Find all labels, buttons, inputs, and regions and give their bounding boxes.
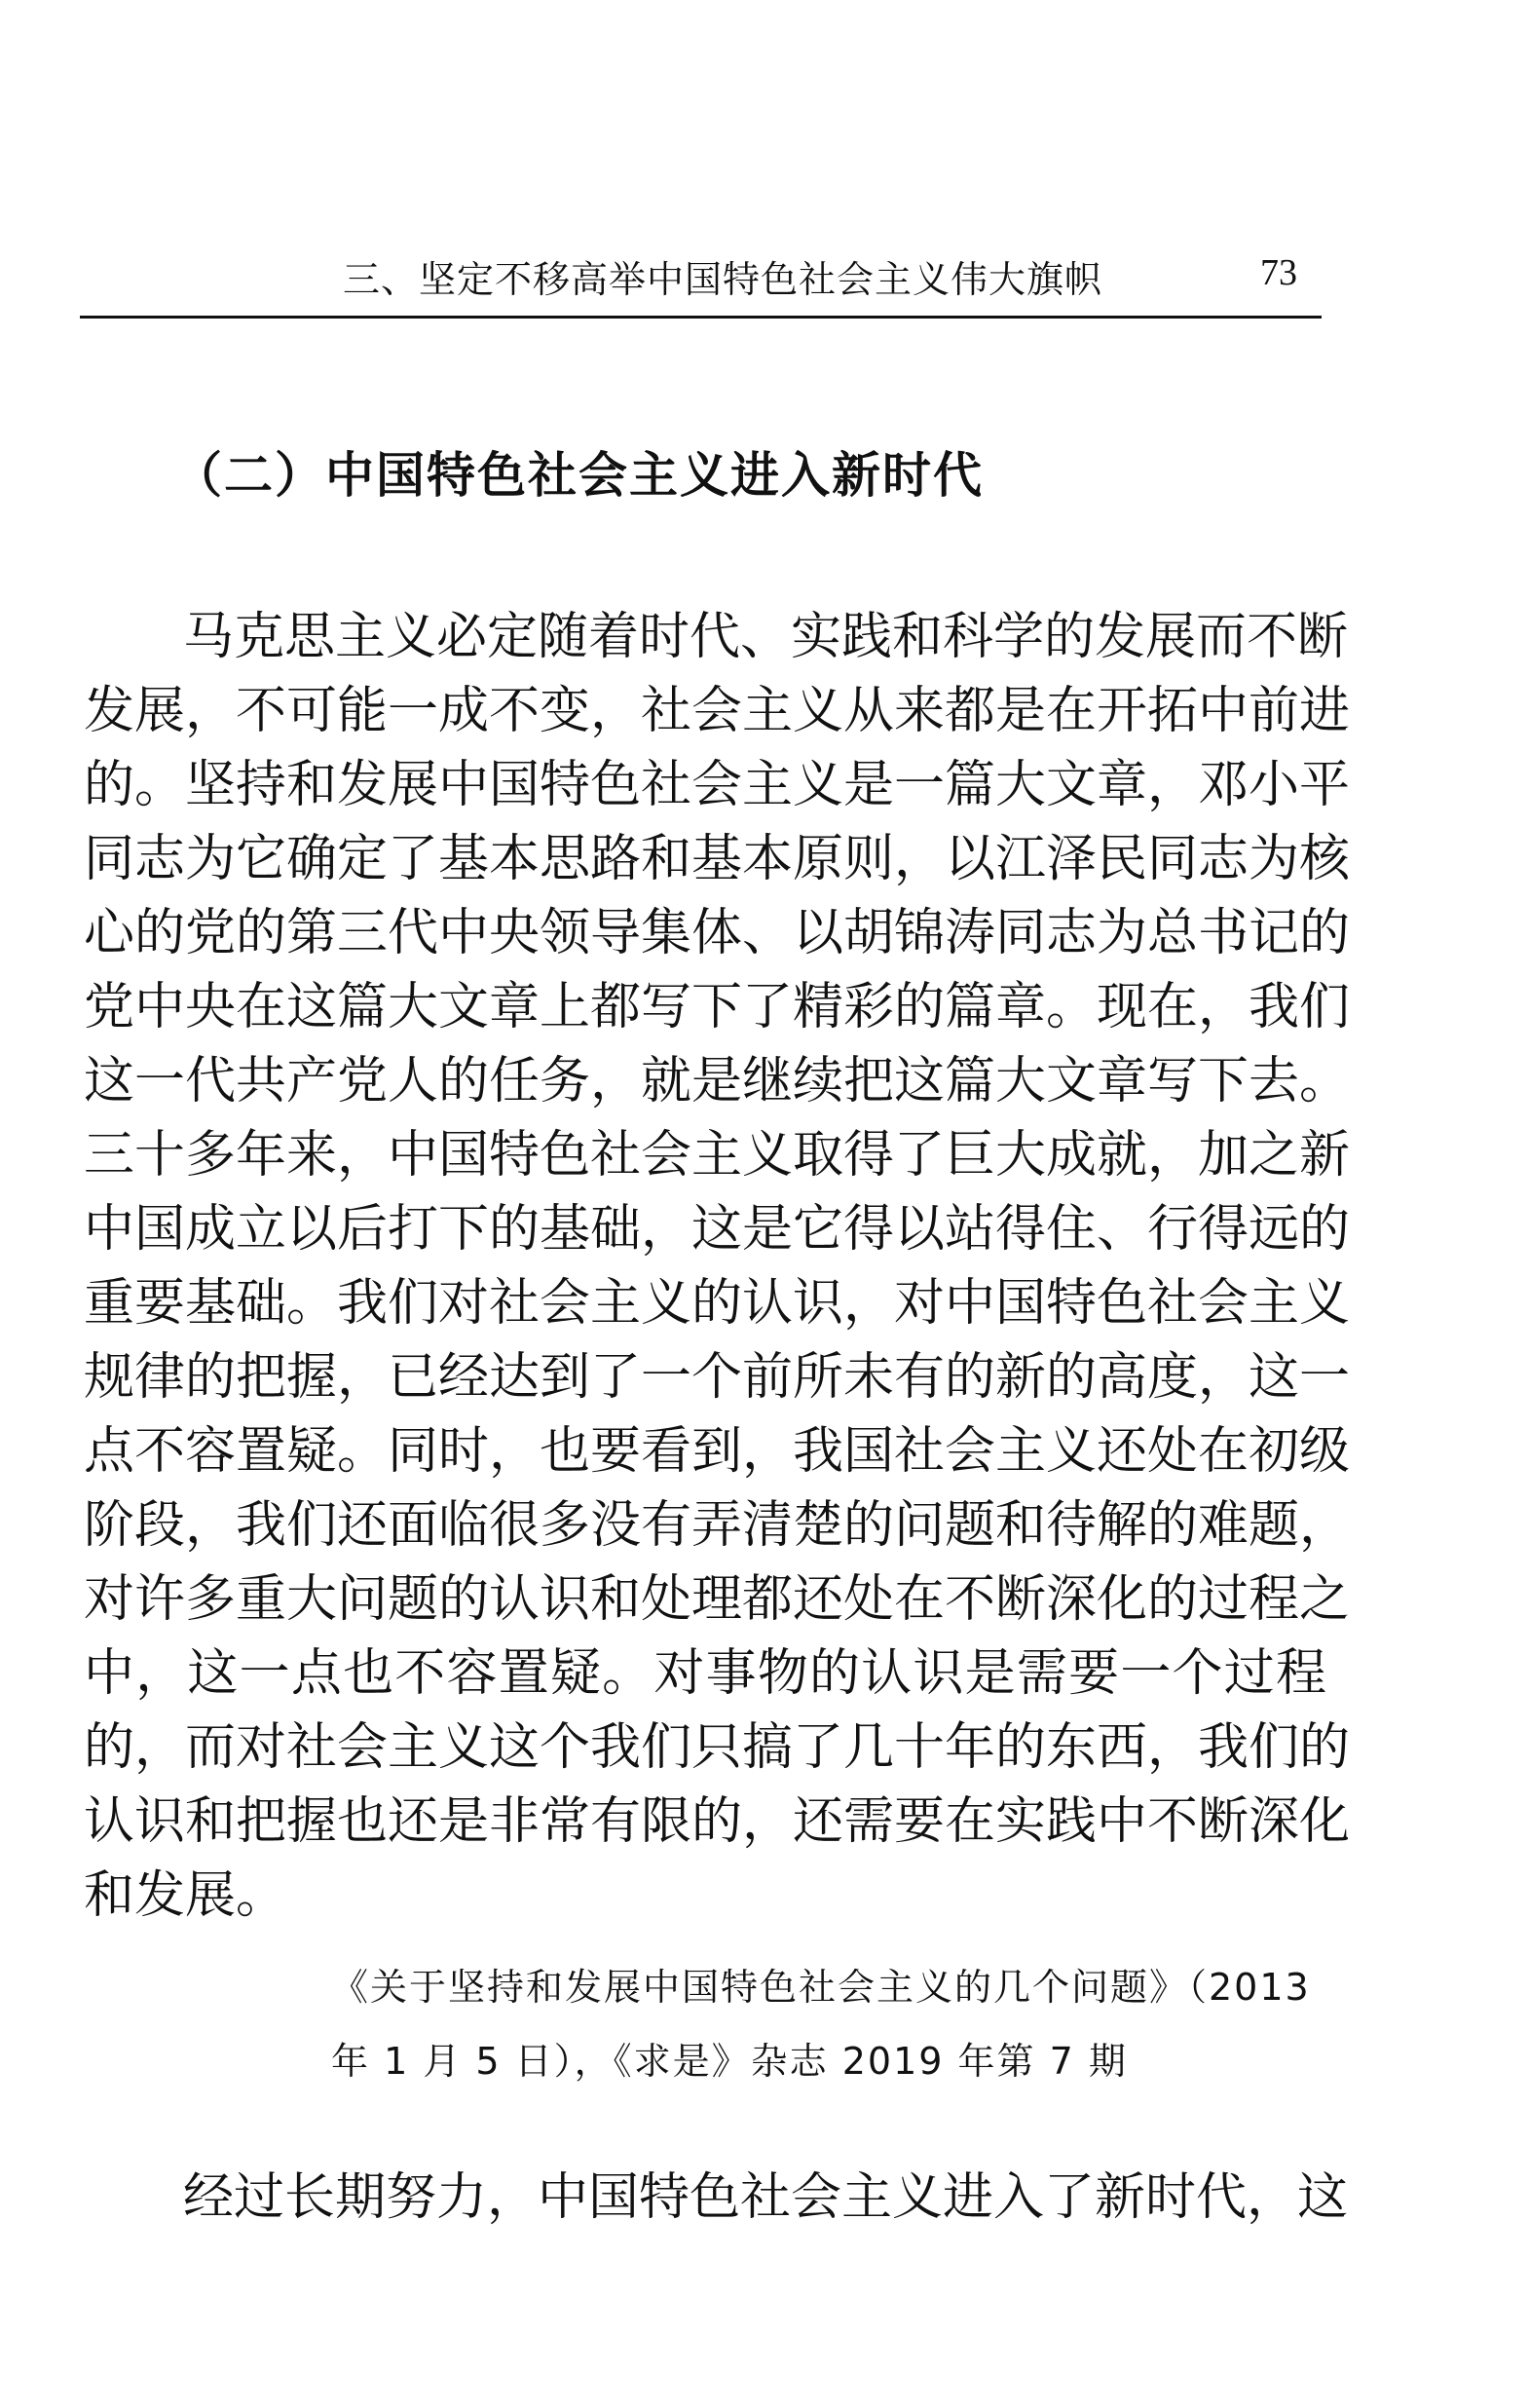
page-number: 73 <box>1260 252 1297 293</box>
paragraph-line: 和发展。 <box>84 1866 287 1925</box>
paragraph-line: 马克思主义必定随着时代、实践和科学的发展而不断 <box>183 608 1349 666</box>
section-heading: （二）中国特色社会主义进入新时代 <box>173 447 984 504</box>
paragraph-line: 这一代共产党人的任务，就是继续把这篇大文章写下去。 <box>84 1052 1351 1110</box>
citation-line: 年 1 月 5 日），《求是》杂志 2019 年第 7 期 <box>331 2040 1128 2083</box>
paragraph-line: 的，而对社会主义这个我们只搞了几十年的东西，我们的 <box>84 1718 1351 1777</box>
paragraph-line: 心的党的第三代中央领导集体、以胡锦涛同志为总书记的 <box>84 904 1351 962</box>
paragraph-line: 中国成立以后打下的基础，这是它得以站得住、行得远的 <box>84 1200 1351 1259</box>
paragraph-line: 认识和把握也还是非常有限的，还需要在实践中不断深化 <box>84 1792 1351 1851</box>
citation-line: 《关于坚持和发展中国特色社会主义的几个问题》（2013 <box>331 1966 1311 2009</box>
paragraph-line: 对许多重大问题的认识和处理都还处在不断深化的过程之 <box>84 1570 1351 1629</box>
paragraph-line: 阶段，我们还面临很多没有弄清楚的问题和待解的难题， <box>84 1496 1351 1555</box>
paragraph-line: 同志为它确定了基本思路和基本原则，以江泽民同志为核 <box>84 830 1351 888</box>
paragraph-line: 发展，不可能一成不变，社会主义从来都是在开拓中前进 <box>84 682 1351 740</box>
paragraph-line: 党中央在这篇大文章上都写下了精彩的篇章。现在，我们 <box>84 978 1351 1036</box>
paragraph-line: 重要基础。我们对社会主义的认识，对中国特色社会主义 <box>84 1274 1351 1333</box>
paragraph-line: 中，这一点也不容置疑。对事物的认识是需要一个过程 <box>84 1644 1326 1703</box>
page-header <box>80 238 1322 319</box>
paragraph-line: 点不容置疑。同时，也要看到，我国社会主义还处在初级 <box>84 1422 1351 1481</box>
running-title: 三、坚定不移高举中国特色社会主义伟大旗帜 <box>343 258 1103 301</box>
paragraph-line: 的。坚持和发展中国特色社会主义是一篇大文章，邓小平 <box>84 756 1351 814</box>
paragraph-line: 经过长期努力，中国特色社会主义进入了新时代，这 <box>183 2168 1349 2227</box>
paragraph-line: 规律的把握，已经达到了一个前所未有的新的高度，这一 <box>84 1348 1351 1407</box>
paragraph-line: 三十多年来，中国特色社会主义取得了巨大成就，加之新 <box>84 1126 1351 1185</box>
